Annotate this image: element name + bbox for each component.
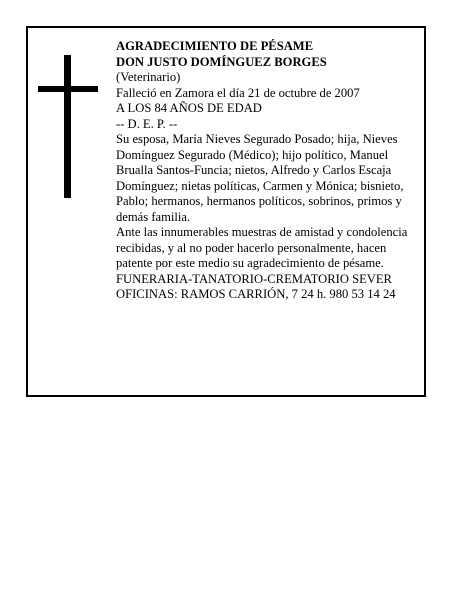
funeral-home-offices: OFICINAS: RAMOS CARRIÓN, 7 24 h. 980 53 14 24 [116,287,396,301]
cross-icon [38,55,98,198]
age-at-death: A LOS 84 AÑOS DE EDAD [116,101,262,115]
death-details: Falleció en Zamora el día 21 de octubre de 2007 [116,85,360,100]
thanks-paragraph: Ante las innumerables muestras de amistad y condolencia recibidas, y al no poder hacerlo personalmente, hacen patente por este medio su agradecimiento de pésame. [116,225,408,270]
deceased-profession: (Veterinario) [116,70,181,84]
cross-vertical-bar [64,55,71,198]
cross-horizontal-bar [38,86,98,92]
notice-body [116,39,422,303]
family-list: Su esposa, María Nieves Segurado Posado; hija, Nieves Domínguez Segurado (Médico); hijo político, Manuel Bruallа Santos-Funcia; nietos, Alfredo y Carlos Escaja Domínguez; nietas políticas, Carmen y Mónica; bisnieto, Pablo; hermanos, hermanos políticos, sobrinos, primos y demás familia. [116,132,404,224]
funeral-home: FUNERARIA-TANATORIO-CREMATORIO SEVER [116,271,392,286]
rest-in-peace: -- D. E. P. -- [116,116,178,131]
notice-heading: AGRADECIMIENTO DE PÉSAME [116,39,314,53]
obituary-notice [26,26,426,397]
deceased-name: DON JUSTO DOMÍNGUEZ BORGES [116,54,327,69]
